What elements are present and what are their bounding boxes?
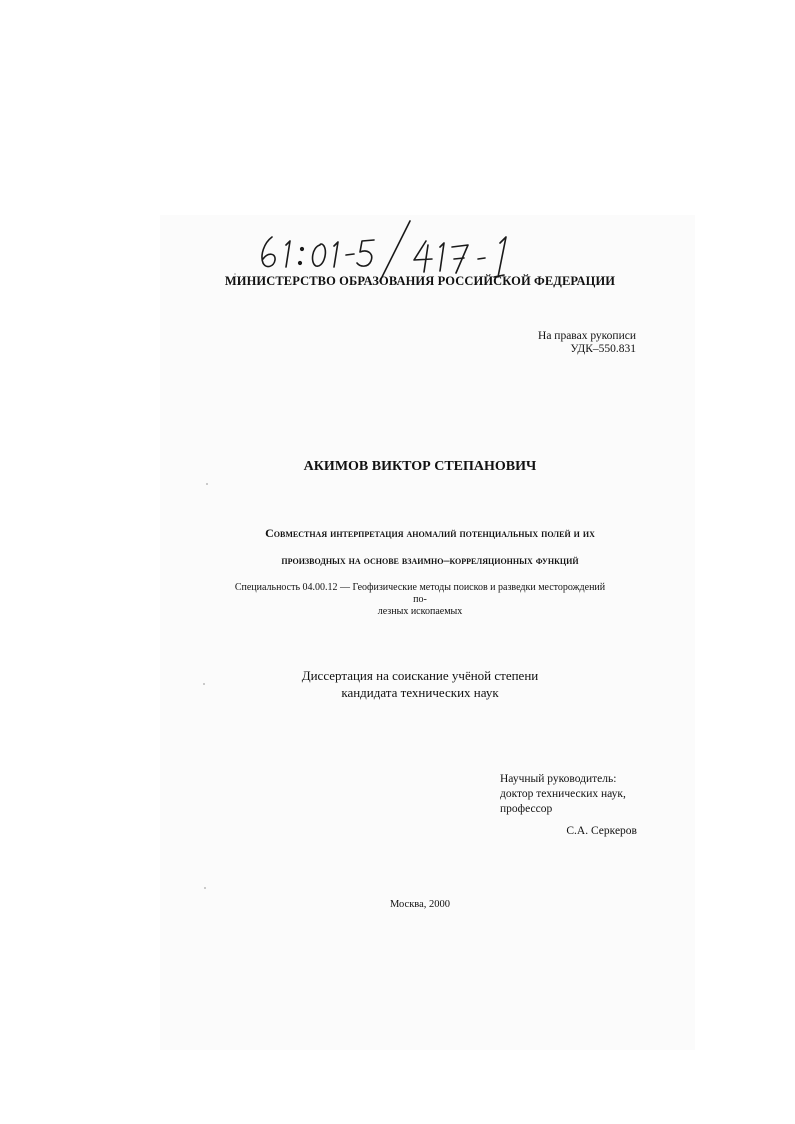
degree-statement bbox=[230, 667, 610, 701]
supervisor-block bbox=[500, 772, 660, 817]
degree-line-2: кандидата технических наук bbox=[341, 685, 499, 700]
scan-speck bbox=[203, 683, 205, 685]
supervisor-rank: профессор bbox=[500, 803, 553, 815]
udk-code: УДК–550.831 bbox=[570, 343, 636, 355]
dissertation-title bbox=[190, 520, 670, 574]
specialty-line-1: Специальность 04.00.12 — Геофизические методы поисков и разведки месторождений по- bbox=[234, 582, 606, 605]
scan-speck bbox=[206, 483, 208, 485]
degree-line-1: Диссертация на соискание учёной степени bbox=[301, 668, 539, 683]
supervisor-label: Научный руководитель: bbox=[500, 773, 617, 785]
manuscript-rights-block bbox=[460, 330, 636, 356]
ministry-header: МИНИСТЕРСТВО ОБРАЗОВАНИЯ РОССИЙСКОЙ ФЕДЕРАЦИИ bbox=[224, 274, 616, 288]
supervisor-degree: доктор технических наук, bbox=[500, 788, 626, 800]
specialty-line-2: лезных ископаемых bbox=[377, 606, 463, 617]
rights-label: На правах рукописи bbox=[538, 330, 636, 342]
title-line-2: производных на основе взаимно–корреляционных функций bbox=[281, 553, 579, 567]
scan-speck bbox=[204, 887, 206, 889]
supervisor-name: С.А. Серкеров bbox=[566, 825, 637, 837]
author-name: АКИМОВ ВИКТОР СТЕПАНОВИЧ bbox=[303, 459, 537, 474]
city-year: Москва, 2000 bbox=[389, 899, 451, 910]
title-line-1: Совместная интерпретация аномалий потенциальных полей и их bbox=[265, 526, 595, 540]
specialty-line bbox=[230, 582, 610, 618]
